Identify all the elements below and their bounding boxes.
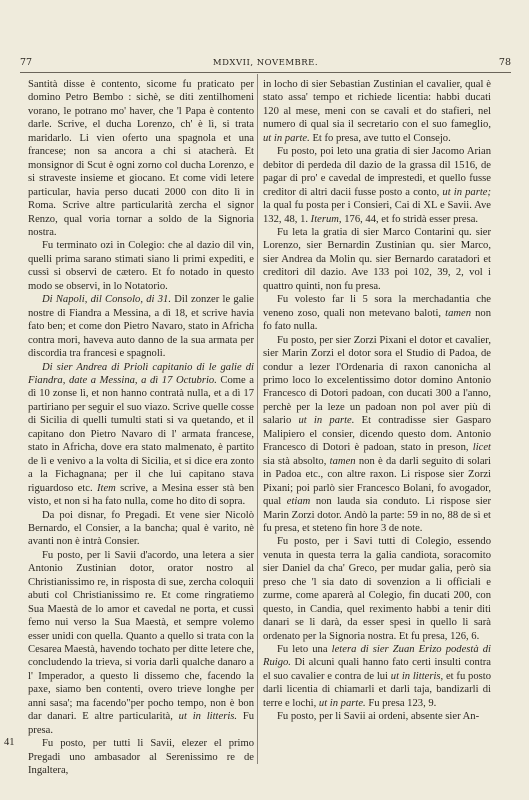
paragraph-text: Da poi disnar, fo Pregadi. Et vene sier Nicolò Bernardo, el Consier, a la bancha; qual è varito, nè avanti non è intrà Consier. <box>28 509 254 548</box>
paragraph-text: et fu posto darli licentia di chiamarli et darli taja, bandizarli di terre e lochi, <box>263 670 491 709</box>
paragraph-text: Di alcuni quali hanno fato certi insulti contra el suo cavalier e contra de lui <box>263 657 491 682</box>
italic-text: licet <box>472 442 491 454</box>
header-title: MDXVII, NOVEMBRE. <box>212 58 319 68</box>
paragraph-text: Come a dì 10 zonse lì, et non hanno contratà nulla, et a dì 17 partiriano per seguir el suo viazo. Scrive quelle cosse di Sicilia di quelli tumulti stati si va quetando, et il capitano don Pietro Navaro di l' armata francese, stato in Africha, dove era stato malmenato, è partito de lì e venivo a la volta di Sicilia, et si dice era zonto a la Fichagnana; per il che lui capitano stava riguardoso etc. <box>28 374 254 494</box>
italic-text: ut in litteris, <box>390 670 444 682</box>
paragraph-text: 176, 44, et fo stridà esser presa. <box>341 213 479 225</box>
paragraph <box>28 78 254 239</box>
italic-text: ut in parte. <box>263 132 310 144</box>
left-column <box>28 78 254 778</box>
header-rule <box>20 72 511 73</box>
margin-number: 41 <box>4 737 15 748</box>
paragraph <box>263 293 491 333</box>
paragraph-text: in locho di sier Sebastian Zustinian el cavalier, qual è stato assa' tempo et richiede licentia: habbi ducati 120 al mese, meni con se cavali et do stafieri, nel numero di qual sia il secretario con el suo fameglio, <box>263 79 491 131</box>
italic-text: ut in parte; <box>442 186 491 198</box>
page-number-left: 77 <box>20 57 33 68</box>
paragraph <box>263 643 491 710</box>
italic-text: ut in parte. <box>298 415 355 427</box>
italic-text: Di sier Andrea di Priolì capitanio di le galie di Fiandra, date a Messina, a dì 17 Octubrio. <box>28 361 254 386</box>
paragraph-text: Et contradisse sier Gasparo Malipiero el consier, dicendo questo dom. Antonio Francesco di Dotori è padoan, stato in preson, <box>263 415 491 454</box>
paragraph-text: Fu posto, per li Savii d'acordo, una letera a sier Antonio Zustinian dotor, orator nostro al Christianissimo re, in risposta di sue, zercha coloquii abuti col Christianissimo re. Et come ringratiemo Sua Maestà de lo amor et cavedal ne porta, et cussì femo nui verso la Sua Maestà, et sempre volemo esser unidi con quella. Quanto a quello si trata con la Cesarea Maestà, havendo tochato per ditte letere che, concludendo la trieva, si voria darli qualche danaro a l' Imperador, a questo li dissemo che, facendo la paxe, siamo ben contenti, overo trieve longhe per anni sasa'; ma facendo"per pocho tempo, non è bon dar danari. E altre particularità, <box>28 549 254 723</box>
paragraph-text: Fu posto, per i Savi tutti di Colegio, essendo venuta in questa terra la galia candiota, soracomito sier Daniel da cha' Greco, per mudar galia, però sia preso che 'l sia dato di sovenzion a li officiali e zurme, come aparerà al Colegio, fin ducati 200, con questo, in Candia, quel reximento habbi a tenir diti danari se li darà, da esser spesi in quello li sarà ordenato per la Signoria nostra. Et fu presa, 126, 6. <box>263 536 491 642</box>
paragraph <box>263 334 491 536</box>
paragraph <box>28 549 254 737</box>
italic-text: tamen <box>445 307 472 319</box>
italic-text: etiam <box>286 496 311 508</box>
paragraph <box>28 737 254 777</box>
paragraph-text: Santità disse è contento, sicome fu praticato per domino Petro Bembo : sichè, se diti zentilhomeni vorano, le potrano mo' haver, che 'l Papa è contento darle. Scrive, el ducha Lorenzo, ch' è lì, si trata maridarlo. Li vien oferto una spagnola et una francese; non sa ancora a chi si atacherà. Et monsignor di Scut è ogni zorno col ducha Lorenzo, e si straveste insieme et giocano. Et come vidi letere particular, havia perso ducati 2000 con dito lì in Roma. Scrive altre particularità zercha el signor Renzo, qual voria tornar a soldo de la Signoria nostra. <box>28 79 254 238</box>
paragraph <box>28 361 254 509</box>
paragraph-text: la qual fu posta per i Consieri, Cai di XL e Savii. Ave 132, 48, 1. <box>263 200 491 225</box>
italic-text: letera di sier Zuan Erizo podestà di Ruigo. <box>263 644 491 669</box>
paragraph-text: Fu leta la gratia di sier Marco Contarini qu. sier Lorenzo, sier Bernardin Zustinian qu. sier Marco, sier Andrea da Molin qu. sier Bernardo caratadori et creditori dil dazio. Ave 133 poi 102, 39, 2, vol i quattro quinti, non fu presa. <box>263 226 491 292</box>
italic-text: tamen <box>329 455 356 467</box>
paragraph-text: Fu posto, per li Savii ai ordeni, absente sier An- <box>277 711 480 723</box>
running-header <box>20 56 511 70</box>
paragraph <box>263 145 491 226</box>
column-divider <box>257 74 258 764</box>
paragraph <box>263 78 491 145</box>
italic-text: Iterum, <box>310 213 342 225</box>
paragraph-text: Dil zonzer le galie nostre di Fiandra a Messina, a dì 18, et scrive havia fato ben; et come don Pietro Navaro, stato in Africha contra mori, haveva auto danno de la sua armata per discordia tra francesi e spagnoli. <box>28 294 254 360</box>
paragraph-text: Fu volesto far li 5 sora la merchadantia che veneno zoso, quali non metevano baloti, <box>263 294 491 319</box>
page-number-right: 78 <box>498 57 511 68</box>
paragraph-text: scrive, a Mesina esser stà ben visto, et non si ha fato nulla, come ho dito di sopra. <box>28 482 254 508</box>
paragraph <box>263 226 491 293</box>
paragraph <box>28 239 254 293</box>
paragraph-text: Fu terminato ozi in Colegio: che al dazio dil vin, quelli prima sarano stimati siano li primi expediti, e cussì si observi de cætero. Et fo notado in questo modo se observi, in lo Notatorio. <box>28 240 254 292</box>
paragraph-text: non lauda sia conduto. Li rispose sier Marin Zorzi dotor. Andò la parte: 59 in no, 88 de sì et fu presa, et steteno fin hore 3 de note. <box>263 496 492 534</box>
paragraph <box>28 293 254 360</box>
paragraph-text: sia stà absolto, <box>263 455 330 467</box>
paragraph-text: Et fo presa, ave tutto el Consejo. <box>309 132 451 144</box>
paragraph-text: Fu presa 123, 9. <box>365 697 437 709</box>
italic-text: Item <box>97 482 116 494</box>
paragraph <box>263 710 491 723</box>
paragraph-text: Fu posto, poi leto una gratia di sier Jacomo Arian debitor di perdeda dil dazio de la grassa dil 1516, de pagar di pro' e cavedal de imprestedi, et quello fusse creditor di altri dacii fusse posto a conto, <box>263 146 491 198</box>
paragraph-text: non fo fato nulla. <box>263 307 491 333</box>
italic-text: ut in litteris. <box>178 711 238 723</box>
italic-text: ut in parte. <box>318 697 366 709</box>
paragraph-text: Fu presa. <box>28 711 255 736</box>
paragraph-text: Fu posto, per sier Zorzi Pixani el dotor et cavalier, sier Marin Zorzi el dotor sora el Studio di Padoa, de condur a lezer l'Ordenaria di raxon canonicha al primo loco lo excelentissimo dotor domino Antonio Francesco di Dotori padoan, con ducati 300 a l'anno, perchè per la leze un padoan non pol aver più di salario <box>263 334 491 427</box>
paragraph <box>28 509 254 549</box>
paragraph-text: Fu leto una <box>277 644 332 656</box>
right-column <box>263 78 491 724</box>
italic-text: Di Napoli, dil Consolo, di 31. <box>42 294 171 306</box>
paragraph <box>263 535 491 643</box>
paragraph-text: Fu posto, per tutti li Savii, elezer el primo Pregadi uno ambasador al Serenissimo re de Ingaltera, <box>28 738 254 777</box>
paragraph-text: non è da darli seguito di solari in Padoa etc., con altre raxon. Li rispose sier Zorzi Pixani; poi parlò sier Francesco Bolani, fo avogador, qual <box>263 455 492 508</box>
